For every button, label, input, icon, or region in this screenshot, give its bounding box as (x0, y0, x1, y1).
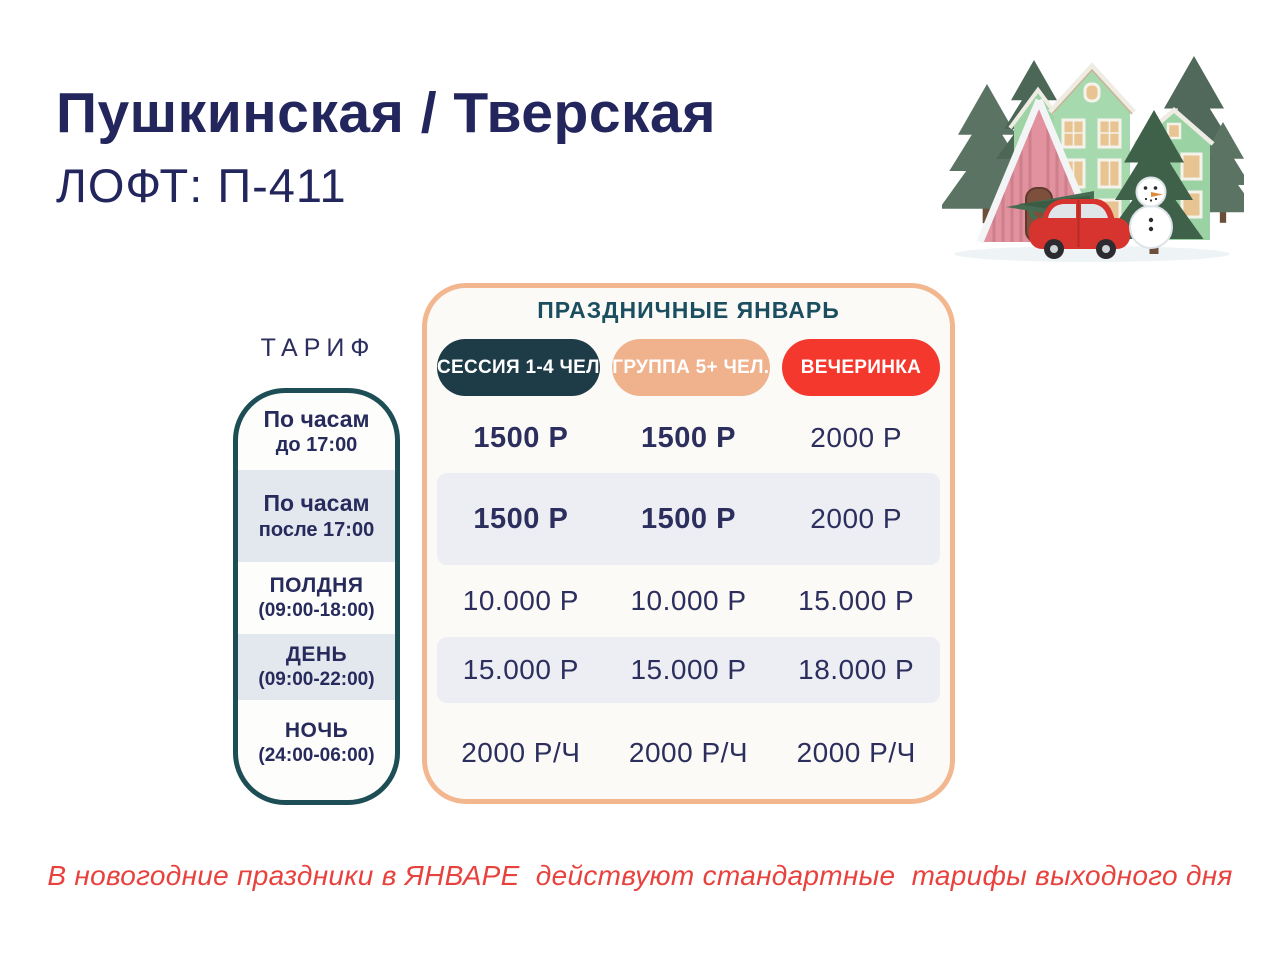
snowman (1130, 178, 1172, 249)
price-cell: 2000 Р/Ч (628, 736, 749, 768)
price-cell: 2000 Р/Ч (461, 736, 581, 768)
price-card-title: ПРАЗДНИЧНЫЕ ЯНВАРЬ (537, 297, 840, 323)
price-cell: 1500 Р (473, 421, 569, 454)
page-title: Пушкинская / Тверская (56, 81, 717, 145)
price-cell: 1500 Р (473, 502, 569, 535)
price-cell: 2000 Р/Ч (796, 736, 916, 768)
tariff-row-label: ПОЛДНЯ (269, 574, 364, 597)
price-column-headers (437, 339, 940, 396)
price-cell: 1500 Р (641, 502, 736, 535)
price-row (437, 473, 940, 565)
tariff-row-label: По часам (263, 490, 370, 517)
price-cell: 2000 Р (810, 422, 903, 453)
tariff-row-hourly-before-17 (238, 393, 395, 470)
tariff-card (233, 388, 400, 805)
tariff-row-hourly-after-17 (238, 470, 395, 562)
price-row (437, 403, 940, 473)
price-cell: 15.000 Р (630, 654, 747, 685)
price-cell: 10.000 Р (630, 585, 747, 616)
price-cell: 15.000 Р (462, 654, 579, 685)
tariff-row-sublabel: до 17:00 (275, 434, 358, 457)
price-row (437, 703, 940, 802)
tariff-row-sublabel: (24:00-06:00) (258, 745, 375, 767)
tariff-row-sublabel: после 17:00 (258, 518, 375, 541)
tariff-column-title: ТАРИФ (260, 334, 376, 362)
column-pill-session: СЕССИЯ 1-4 ЧЕЛ (437, 339, 600, 396)
holiday-note: В новогодние праздники в ЯНВАРЕ действуют стандартные тарифы выходного дня (47, 860, 1233, 891)
price-row (437, 637, 940, 703)
price-row (437, 565, 940, 637)
holiday-price-card (422, 283, 955, 804)
tariff-row-label: По часам (263, 405, 370, 432)
price-cell: 10.000 Р (462, 585, 579, 616)
column-pill-party: ВЕЧЕРИНКА (782, 339, 940, 396)
christmas-houses-illustration (942, 30, 1244, 264)
tariff-row-halfday (238, 562, 395, 634)
tariff-row-label: НОЧЬ (284, 719, 349, 742)
tariff-row-day (238, 634, 395, 700)
column-pill-group: ГРУППА 5+ ЧЕЛ. (612, 339, 770, 396)
price-cell: 1500 Р (641, 421, 736, 454)
tariff-row-night (238, 700, 395, 800)
tariff-row-sublabel: (09:00-22:00) (258, 669, 375, 691)
price-cell: 18.000 Р (798, 654, 915, 685)
price-cell: 15.000 Р (798, 585, 915, 616)
price-rows (427, 403, 950, 802)
tariff-row-sublabel: (09:00-18:00) (258, 600, 375, 622)
tariff-row-label: ДЕНЬ (285, 643, 348, 666)
price-cell: 2000 Р (810, 503, 903, 534)
page-subtitle: ЛОФТ: П-411 (56, 159, 347, 212)
